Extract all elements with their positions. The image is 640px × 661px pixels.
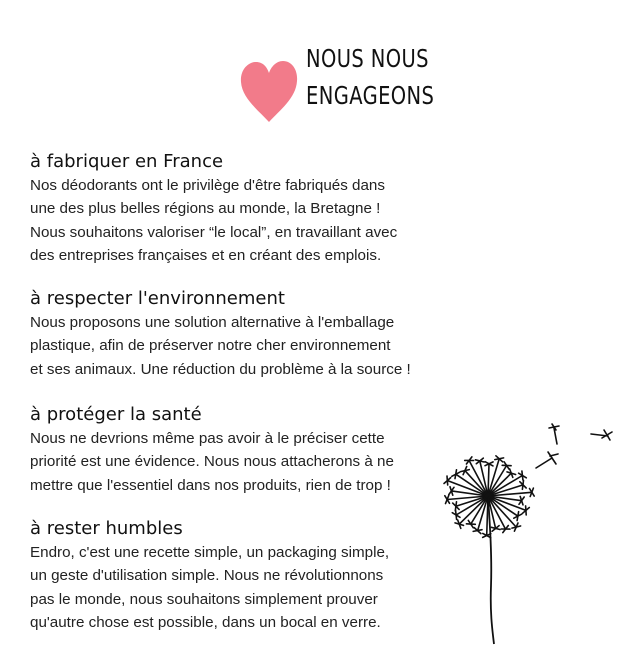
section-text xyxy=(30,541,430,635)
section-heading: à respecter l'environnement xyxy=(30,288,285,309)
section-sante xyxy=(30,403,430,497)
text-line: un geste d'utilisation simple. Nous ne révolutionnons xyxy=(30,567,384,585)
heart-icon xyxy=(238,58,300,124)
text-line: Nous proposons une solution alternative à l'emballage xyxy=(30,314,395,331)
section-heading: à rester humbles xyxy=(30,518,183,539)
text-line: Nous ne devrions même pas avoir à le préciser cette xyxy=(30,430,385,447)
text-line: pas le monde, nous souhaitons simplement prouver xyxy=(30,590,378,608)
section-text xyxy=(30,174,430,268)
text-line: une des plus belles régions au monde, la Bretagne ! xyxy=(30,200,381,218)
text-line: mettre que l'essentiel dans nos produits, rien de trop ! xyxy=(30,476,391,494)
text-line: qu'autre chose est possible, dans un bocal en verre. xyxy=(30,614,381,632)
header-title-line2: ENGAGEONS xyxy=(306,81,435,110)
text-line: et ses animaux. Une réduction du problème à la source ! xyxy=(30,360,411,378)
section-heading: à fabriquer en France xyxy=(30,151,224,172)
dandelion-icon xyxy=(436,416,636,646)
section-humbles xyxy=(30,517,430,635)
header-title-line1: NOUS NOUS xyxy=(306,44,429,73)
section-text xyxy=(30,311,430,381)
section-text xyxy=(30,427,430,497)
text-line: des entreprises françaises et en créant des emplois. xyxy=(30,247,382,265)
header xyxy=(236,38,456,130)
section-heading: à protéger la santé xyxy=(30,404,202,425)
text-line: priorité est une évidence. Nous nous attacherons à ne xyxy=(30,453,394,471)
section-fabriquer xyxy=(30,150,430,268)
text-line: plastique, afin de préserver notre cher environnement xyxy=(30,337,391,355)
section-environnement xyxy=(30,287,430,381)
text-line: Nous souhaitons valoriser “le local”, en travaillant avec xyxy=(30,223,398,241)
text-line: Nos déodorants ont le privilège d'être fabriqués dans xyxy=(30,177,385,194)
text-line: Endro, c'est une recette simple, un packaging simple, xyxy=(30,544,390,561)
header-title xyxy=(306,40,434,114)
